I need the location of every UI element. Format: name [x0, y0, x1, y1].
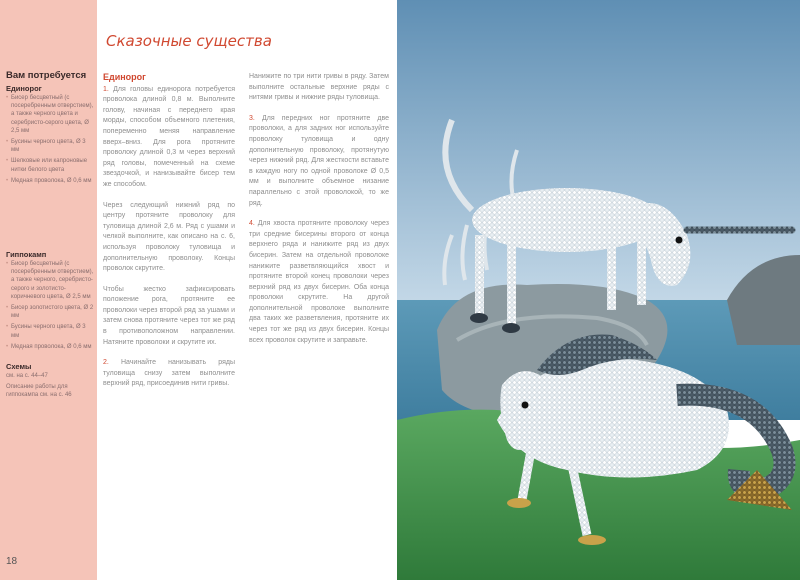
unicorn-hoof [502, 323, 520, 333]
paragraph-text: Чтобы жестко зафиксировать положение рога, протяните ее проволоки через второй ряд за ушами и затем снова протяните через тот же ряд в противоположном направлении. Натяните проволоки и скрутите их. [103, 285, 235, 346]
unicorn-material-item: • Бусины черного цвета, Ø 3 мм [6, 138, 94, 154]
instruction-paragraph [103, 85, 235, 191]
unicorn-leg [637, 235, 646, 305]
beaded-figures-photo [397, 0, 800, 580]
section-title: Единорог [103, 72, 146, 82]
instruction-paragraph [249, 114, 389, 209]
hippocampus-hoof [578, 535, 606, 545]
unicorn-materials-title: Единорог [6, 84, 42, 93]
paragraph-text: Начинайте нанизывать ряды туловища снизу затем выполните верхний ряд, присоединив нити гривы. [103, 359, 235, 388]
paragraph-text: Для передних ног протяните две проволоки, а для задних ног используйте проволоку туловища и одну дополнительную проволоку, протянутую через нижний ряд. Для жесткости вставьте в каждую ногу по одной проволоке Ø 0,5 мм и выполните объемное низание параллельно с этой проволокой, то же ряд. [249, 114, 390, 207]
paragraph-text: Нанижите по три нити гривы в ряду. Затем выполните остальные верхние ряды с нитями гривы и нижние ряды туловища. [249, 73, 389, 102]
unicorn-leg [475, 235, 484, 315]
instruction-paragraph [103, 201, 235, 275]
unicorn-material-item: • Медная проволока, Ø 0,6 мм [6, 177, 94, 185]
paragraph-text: Для головы единорога потребуется проволока длиной 0,8 м. Выполните голову, начиная с переднего края морды, способом объемного плетения, попеременно меняя направление вверх–вниз. Для рога протяните проволоку длиной 0,3 м через верхний ряд головы, помеченный на схеме звездочкой, и нанизывайте бисер тем же способом. [103, 85, 235, 188]
step-number: 2. [103, 359, 109, 367]
paragraph-text: Через следующий нижний ряд по центру протяните проволоку для туловища длиной 2,6 м. Ряд с ушами и челкой выполните, как описано на с. 6, используя проволоку туловища и дополнительную проволоку. Концы проволок скрутите. [103, 201, 235, 273]
hippocampus-materials [6, 250, 94, 354]
hippocampus-material-item: • Бусины черного цвета, Ø 3 мм [6, 323, 94, 339]
materials-heading: Вам потребуется [6, 70, 87, 81]
instruction-paragraph [103, 358, 235, 390]
hippocampus-material-item: • Бисер золотистого цвета, Ø 2 мм [6, 304, 94, 320]
photo-illustration [397, 0, 800, 580]
unicorn-body [472, 188, 662, 252]
step-number: 3. [249, 114, 255, 122]
hippocampus-eye [522, 402, 529, 409]
text-column-1 [103, 72, 235, 400]
instruction-paragraph [249, 72, 389, 104]
schemes-title: Схемы [6, 362, 32, 371]
unicorn-eye [676, 237, 683, 244]
article-text-area [97, 0, 397, 580]
sky [397, 0, 800, 320]
hippocampus-materials-title: Гиппокамп [6, 250, 47, 259]
instruction-paragraph [249, 219, 389, 346]
unicorn-leg [507, 240, 516, 325]
paragraph-text: Для хвоста протяните проволоку через три средние бисерины второго от конца верхнего ряда и нанижите ряд из двух бисерин. Затем на отдельной проволоке нанижите разветвляющийся хвост и протяните второй конец проволоки через верхний ряд из двух бисерин. Оба конца проволоки скрутите. На другой дополнительной проволоке выполните два таких же разветвления, протяните их через тот же ряд из двух бисерин. Концы всех проволок скрутите и заправьте. [249, 220, 389, 344]
instruction-paragraph [103, 285, 235, 349]
schemes-reference: см. на с. 44–47 [6, 373, 48, 379]
schemes-block [6, 362, 94, 403]
page-number: 18 [6, 556, 18, 567]
unicorn-material-item: • Бисер бесцветный (с посеребренным отверстием), а также черного цвета и серебристо-серого цвета, Ø 2,5 мм [6, 94, 94, 135]
step-number: 1. [103, 85, 109, 93]
unicorn-hoof [470, 313, 488, 323]
unicorn-materials [6, 84, 94, 188]
hippocampus-note: Описание работы для гиппокампа см. на с. 46 [6, 384, 72, 399]
page-title: Сказочные существа [106, 32, 272, 50]
hippocampus-material-item: • Бисер бесцветный (с посеребренным отверстием), а также черного, серебристо-серого и золотисто-коричневого цвета, Ø 2,5 мм [6, 260, 94, 301]
unicorn-material-item: • Шелковые или капроновые нитки белого цвета [6, 157, 94, 173]
step-number: 4. [249, 220, 255, 228]
materials-sidebar [0, 0, 97, 580]
unicorn-leg [607, 240, 616, 310]
hippocampus-material-item: • Медная проволока, Ø 0,6 мм [6, 343, 94, 351]
text-column-2 [249, 72, 389, 356]
hippocampus-hoof [507, 498, 531, 508]
